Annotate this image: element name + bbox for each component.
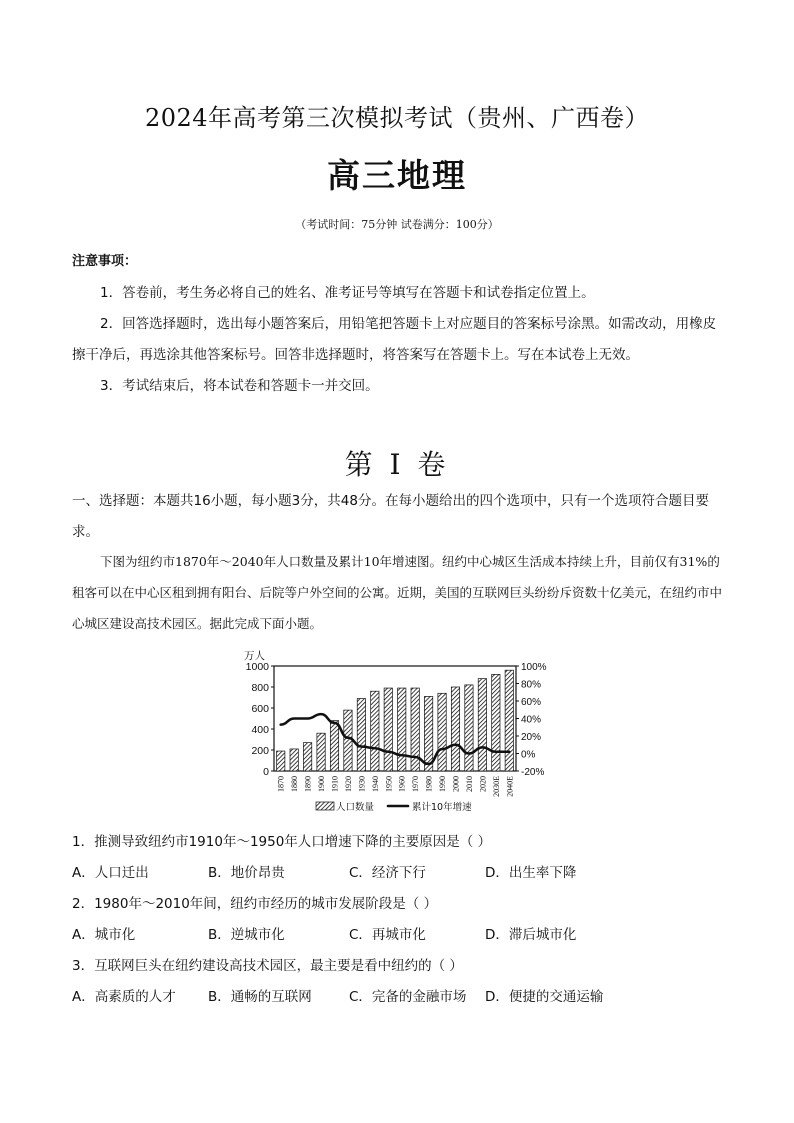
question-1 xyxy=(72,827,722,889)
option-b[interactable]: B．通畅的互联网 xyxy=(208,989,312,1005)
left-tick-label: 400 xyxy=(251,724,269,736)
notes-list xyxy=(72,278,722,402)
bar-population xyxy=(398,688,406,771)
question-list xyxy=(72,827,722,1013)
option-c[interactable]: C．再城市化 xyxy=(349,927,426,943)
x-tick-label: 1910 xyxy=(330,776,340,792)
legend-bar-swatch xyxy=(316,802,334,810)
question-stem: 1．推测导致纽约市1910年～1950年人口增速下降的主要原因是（ ） xyxy=(72,834,492,850)
x-tick-label: 1970 xyxy=(411,776,421,792)
bar-population xyxy=(317,733,325,771)
left-axis-label: 万人 xyxy=(244,650,265,662)
section-intro xyxy=(72,486,722,548)
right-tick-label: 40% xyxy=(521,714,542,726)
bar-population xyxy=(478,679,486,771)
right-tick-label: -20% xyxy=(521,767,545,778)
x-tick-label: 2040E xyxy=(505,776,515,797)
x-tick-label: 1920 xyxy=(343,776,353,792)
legend-growth-label: 累计10年增速 xyxy=(412,802,472,813)
option-c[interactable]: C．完备的金融市场 xyxy=(349,989,467,1005)
exam-title: 2024年高考第三次模拟考试（贵州、广西卷） xyxy=(144,104,650,132)
question-options xyxy=(72,982,722,1013)
x-tick-label: 1890 xyxy=(303,776,313,792)
bar-population xyxy=(451,687,459,771)
line-growth-rate xyxy=(281,714,510,764)
material-text: 下图为纽约市1870年～2040年人口数量及累计10年增速图。纽约中心城区生活成本持续上升，目前仅有31%的租客可以在中心区租到拥有阳台、后院等户外空间的公寓。近期，美国的互联网巨头纷纷斥资数十亿美元，在纽约市中心城区建设高技术园区。据此完成下面小题。 xyxy=(72,554,723,631)
option-d[interactable]: D．便捷的交通运输 xyxy=(485,989,604,1005)
bar-population xyxy=(330,721,338,771)
question-3 xyxy=(72,951,722,1013)
x-tick-label: 1940 xyxy=(370,776,380,792)
x-tick-label: 2030E xyxy=(491,776,501,797)
option-c[interactable]: C．经济下行 xyxy=(349,865,426,881)
population-chart xyxy=(236,644,556,820)
option-d[interactable]: D．出生率下降 xyxy=(485,865,577,881)
left-tick-label: 800 xyxy=(251,682,269,694)
note-item: 3．考试结束后，将本试卷和答题卡一并交回。 xyxy=(100,378,379,394)
x-tick-label: 1960 xyxy=(397,776,407,792)
x-tick-label: 2010 xyxy=(464,776,474,792)
option-b[interactable]: B．逆城市化 xyxy=(208,927,285,943)
question-2 xyxy=(72,889,722,951)
bar-population xyxy=(424,696,432,771)
option-a[interactable]: A．高素质的人才 xyxy=(72,989,176,1005)
left-tick-label: 200 xyxy=(251,745,269,757)
bar-population xyxy=(505,670,513,771)
x-tick-label: 1990 xyxy=(438,776,448,792)
bar-population xyxy=(371,691,379,771)
volume-heading: 第 I 卷 xyxy=(344,448,450,481)
bar-population xyxy=(357,699,365,771)
bar-population xyxy=(344,710,352,771)
x-tick-label: 1980 xyxy=(424,776,434,792)
question-stem: 2．1980年～2010年间，纽约市经历的城市发展阶段是（ ） xyxy=(72,896,438,912)
question-options xyxy=(72,858,722,889)
question-options xyxy=(72,920,722,951)
bar-population xyxy=(384,688,392,771)
exam-info: （考试时间：75分钟 试卷满分：100分） xyxy=(295,218,499,231)
x-tick-label: 1880 xyxy=(290,776,300,792)
right-tick-label: 20% xyxy=(521,732,542,743)
right-tick-label: 60% xyxy=(521,697,542,708)
left-tick-label: 600 xyxy=(251,703,269,715)
right-tick-label: 100% xyxy=(521,662,547,673)
option-b[interactable]: B．地价昂贵 xyxy=(208,865,285,881)
bar-population xyxy=(290,749,298,771)
x-tick-label: 1930 xyxy=(357,776,367,792)
option-a[interactable]: A．人口迁出 xyxy=(72,865,149,881)
note-item: 2．回答选择题时，选出每小题答案后，用铅笔把答题卡上对应题目的答案标号涂黑。如需改动，用橡皮擦干净后，再选涂其他答案标号。回答非选择题时，将答案写在答题卡上。写在本试卷上无效。 xyxy=(72,316,717,363)
bar-population xyxy=(492,674,500,771)
bar-population xyxy=(438,693,446,771)
x-tick-label: 2000 xyxy=(451,776,461,792)
question-material xyxy=(72,546,722,639)
bar-population xyxy=(303,743,311,771)
x-tick-label: 1870 xyxy=(276,776,286,792)
right-tick-label: 80% xyxy=(521,679,542,691)
left-tick-label: 0 xyxy=(263,766,269,778)
section-intro-text: 一、选择题：本题共16小题，每小题3分，共48分。在每小题给出的四个选项中，只有一个选项符合题目要求。 xyxy=(72,493,709,540)
x-tick-label: 2020 xyxy=(478,776,488,792)
right-tick-label: 0% xyxy=(521,749,536,761)
bar-population xyxy=(277,751,285,771)
question-stem: 3．互联网巨头在纽约建设高技术园区，最主要是看中纽约的（ ） xyxy=(72,958,463,974)
option-d[interactable]: D．滞后城市化 xyxy=(485,927,577,943)
notes-heading: 注意事项： xyxy=(72,254,138,269)
x-tick-label: 1950 xyxy=(384,776,394,792)
note-item: 1．答卷前，考生务必将自己的姓名、准考证号等填写在答题卡和试卷指定位置上。 xyxy=(100,285,595,301)
x-tick-label: 1900 xyxy=(317,776,327,792)
option-a[interactable]: A．城市化 xyxy=(72,927,136,943)
left-tick-label: 1000 xyxy=(245,661,269,673)
exam-subject: 高三地理 xyxy=(327,156,467,195)
bar-population xyxy=(465,685,473,771)
legend-population-label: 人口数量 xyxy=(336,802,375,813)
